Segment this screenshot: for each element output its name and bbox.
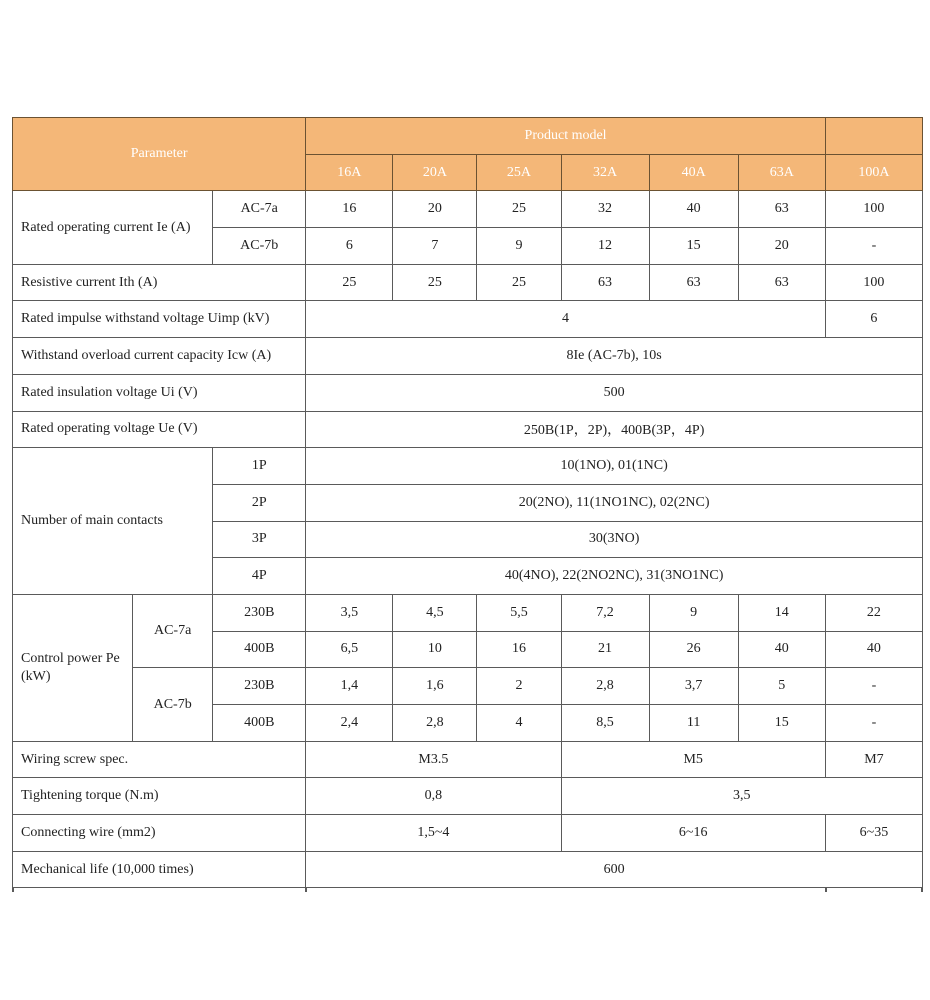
- model-header: 25A: [477, 154, 561, 191]
- cell: 100: [825, 264, 922, 301]
- cell: 0,8: [306, 778, 561, 815]
- cell: 6: [825, 301, 922, 338]
- table-row: [13, 778, 923, 815]
- cell: 40: [738, 631, 825, 668]
- sub-label: 4P: [213, 558, 306, 595]
- cell: 63: [561, 264, 649, 301]
- cell: -: [825, 705, 922, 742]
- header-row-1: [13, 118, 923, 155]
- cell: 3,5: [561, 778, 922, 815]
- row-label: Rated insulation voltage Ui (V): [13, 374, 306, 411]
- cell: -: [825, 228, 922, 265]
- cell: 16: [306, 191, 393, 228]
- cell: 1,6: [393, 668, 477, 705]
- cell: 40: [649, 191, 738, 228]
- border-stub: [921, 888, 923, 892]
- cell: 63: [649, 264, 738, 301]
- cell: 25: [477, 191, 561, 228]
- voltage-label: 400B: [213, 631, 306, 668]
- model-header: 16A: [306, 154, 393, 191]
- cell: 15: [649, 228, 738, 265]
- product-model-header: Product model: [306, 118, 826, 155]
- row-label: Tightening torque (N.m): [13, 778, 306, 815]
- row-label: Connecting wire (mm2): [13, 815, 306, 852]
- table-row: [13, 411, 923, 448]
- row-label: Withstand overload current capacity Icw (A): [13, 338, 306, 375]
- cell: 5,5: [477, 594, 561, 631]
- cell: 6~16: [561, 815, 825, 852]
- cell: M3.5: [306, 741, 561, 778]
- cell: 6,5: [306, 631, 393, 668]
- model-header: 63A: [738, 154, 825, 191]
- cell: 12: [561, 228, 649, 265]
- table-row: [13, 851, 923, 888]
- model-header: 40A: [649, 154, 738, 191]
- cell: 2,4: [306, 705, 393, 742]
- row-label: Wiring screw spec.: [13, 741, 306, 778]
- cell: 2,8: [393, 705, 477, 742]
- table-row: [13, 191, 923, 228]
- cell: 20: [738, 228, 825, 265]
- row-label: Rated operating voltage Ue (V): [13, 411, 306, 448]
- table-row: [13, 594, 923, 631]
- voltage-label: 400B: [213, 705, 306, 742]
- cell: 25: [306, 264, 393, 301]
- cell: 1,4: [306, 668, 393, 705]
- row-label: Rated operating current Ie (A): [13, 191, 213, 264]
- table-row: [13, 668, 923, 705]
- cell: 63: [738, 191, 825, 228]
- sub-label: 1P: [213, 448, 306, 485]
- cell: 22: [825, 594, 922, 631]
- voltage-label: 230B: [213, 668, 306, 705]
- row-label: Control power Pe (kW): [13, 594, 133, 741]
- cell: 3,5: [306, 594, 393, 631]
- parameter-header: Parameter: [13, 118, 306, 191]
- cell: 14: [738, 594, 825, 631]
- table-row: [13, 741, 923, 778]
- cell: 4,5: [393, 594, 477, 631]
- cell: -: [825, 668, 922, 705]
- cell: 8,5: [561, 705, 649, 742]
- table-row: [13, 815, 923, 852]
- cell: 20(2NO), 11(1NO1NC), 02(2NC): [306, 484, 923, 521]
- cell: 2,8: [561, 668, 649, 705]
- specification-table: [12, 117, 923, 888]
- cell: 15: [738, 705, 825, 742]
- cell: 26: [649, 631, 738, 668]
- border-stub: [825, 888, 827, 892]
- cell: 5: [738, 668, 825, 705]
- cell: 10(1NO), 01(1NC): [306, 448, 923, 485]
- border-stub: [305, 888, 307, 892]
- cell: 40(4NO), 22(2NO2NC), 31(3NO1NC): [306, 558, 923, 595]
- table-row: [13, 448, 923, 485]
- cell: 32: [561, 191, 649, 228]
- cell: 3,7: [649, 668, 738, 705]
- sub-label: 3P: [213, 521, 306, 558]
- model-header: 100A: [825, 154, 922, 191]
- cell: 500: [306, 374, 923, 411]
- table-row: [13, 301, 923, 338]
- table-row: [13, 374, 923, 411]
- table-row: [13, 264, 923, 301]
- model-header: 20A: [393, 154, 477, 191]
- voltage-label: 230B: [213, 594, 306, 631]
- cell: 25: [393, 264, 477, 301]
- cell: 2: [477, 668, 561, 705]
- table-row: [13, 338, 923, 375]
- sub-label: AC-7b: [213, 228, 306, 265]
- row-label: Resistive current Ith (A): [13, 264, 306, 301]
- cell: 9: [477, 228, 561, 265]
- cell: 10: [393, 631, 477, 668]
- cell: 9: [649, 594, 738, 631]
- sub-label: AC-7b: [133, 668, 213, 741]
- sub-label: 2P: [213, 484, 306, 521]
- cell: 63: [738, 264, 825, 301]
- row-label: Mechanical life (10,000 times): [13, 851, 306, 888]
- cell: 21: [561, 631, 649, 668]
- row-label: Number of main contacts: [13, 448, 213, 595]
- sub-label: AC-7a: [213, 191, 306, 228]
- product-model-header-blank: [825, 118, 922, 155]
- cell: 16: [477, 631, 561, 668]
- border-stub: [12, 888, 14, 892]
- cell: 20: [393, 191, 477, 228]
- cell: 250B(1P，2P)，400B(3P，4P): [306, 411, 923, 448]
- model-header: 32A: [561, 154, 649, 191]
- cell: 6~35: [825, 815, 922, 852]
- cell: 600: [306, 851, 923, 888]
- cell: 7,2: [561, 594, 649, 631]
- cell: 30(3NO): [306, 521, 923, 558]
- cell: 1,5~4: [306, 815, 561, 852]
- cell: 7: [393, 228, 477, 265]
- cell: 25: [477, 264, 561, 301]
- cell: 40: [825, 631, 922, 668]
- cell: M7: [825, 741, 922, 778]
- cell: 100: [825, 191, 922, 228]
- cell: 6: [306, 228, 393, 265]
- cell: 4: [306, 301, 826, 338]
- sub-label: AC-7a: [133, 594, 213, 667]
- cell: 8Ie (AC-7b), 10s: [306, 338, 923, 375]
- row-label: Rated impulse withstand voltage Uimp (kV): [13, 301, 306, 338]
- cell: M5: [561, 741, 825, 778]
- cell: 11: [649, 705, 738, 742]
- cell: 4: [477, 705, 561, 742]
